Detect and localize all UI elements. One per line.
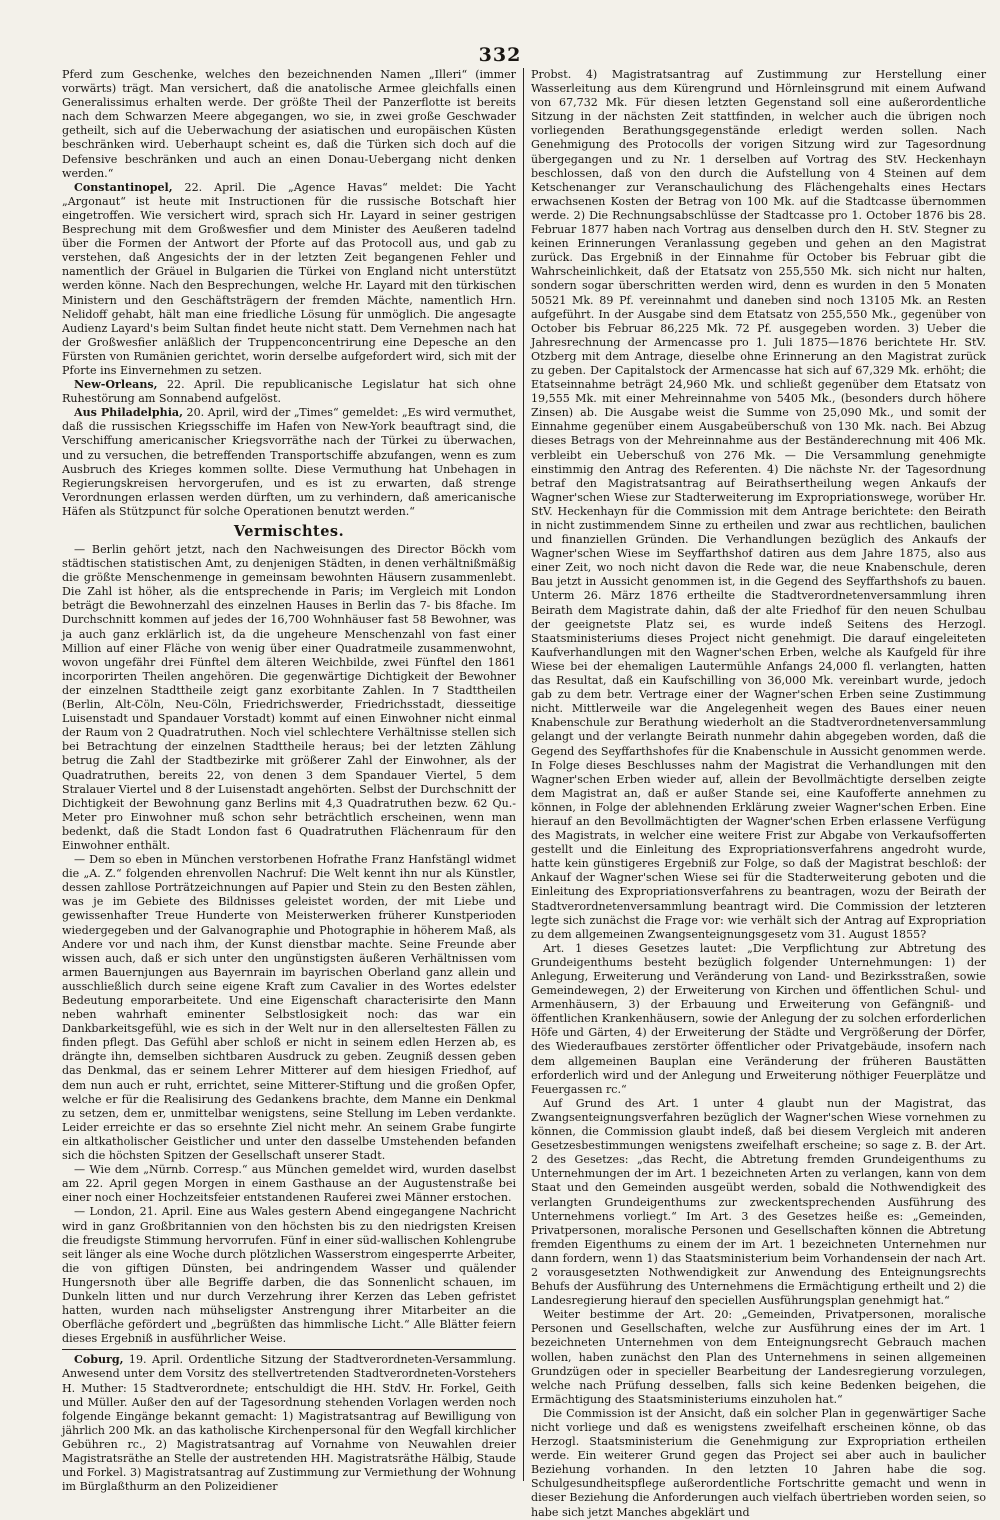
paragraph-magistrat-grounds: Auf Grund des Art. 1 unter 4 glaubt nun der Magistrat, das Zwangsenteignungsverfahren bezüglich der Wagner'schen Wiese vornehmen zu können, die Commission glaubt indeß, daß bei diesem Vergleich mit anderen Gesetzesbestimmungen wenigstens zweifelhaft erscheine; so sage z. B. der Art. 2 des Gesetzes: „das Recht, die Abtretung fremden Grundeigenthums zu Unternehmungen der im Art. 1 bezeichneten Arten zu verlangen, kann von dem Staat und den Gemeinden ausgeübt werden, sobald die Nothwendigkeit des verlangten Grundeigenthums zur zweckentsprechenden Ausführung des Unternehmens vorliegt.“ Im Art. 3 des Gesetzes heiße es: „Gemeinden, Privatpersonen, moralische Personen und Gesellschaften können die Abtretung fremden Eigenthums zu einem der im Art. 1 bezeichneten Unternehmen nur dann fordern, wenn 1) das Staatsministerium beim Vorhandensein der nach Art. 2 vorausgesetzten Nothwendigkeit zur Anwendung des Enteignungsrechts Behufs der Ausführung des Unternehmens die Ermächtigung ertheilt und 2) die Landesregierung hierauf den speciellen Ausführungsplan genehmigt hat.“ — [531, 1096, 986, 1308]
article-hanfstaengl: — Dem so eben in München verstorbenen Hofrathe Franz Hanfstängl widmet die „A. Z.“ folgenden ehrenvollen Nachruf: Die Welt kennt ihn nur als Künstler, dessen zahllose Porträtzeichnungen auf Papier und Stein zu den Besten zählen, was je im Gebiete des Bildnisses geleistet worden, der mit Liebe und gewissenhafter Treue Hunderte von Meisterwerken früherer Kunstperioden wiedergegeben und der Galvanographie und Photographie in höherem Maß, als Andere vor und nach ihm, der Kunst dienstbar machte. Seine Freunde aber wissen auch, daß er sich unter den ungünstigsten äußeren Verhältnissen vom armen Bauernjungen aus Bayernrain im bayrischen Oberland ganz allein und ausschließlich durch seine eigene Kraft zum Cavalier in des Wortes edelster Bedeutung emporarbeitete. Und eine Eigenschaft characterisirte den Mann neben wahrhaft eminenter Selbstlosigkeit noch: das war ein Dankbarkeitsgefühl, wie es sich in der Welt nur in den allerseltesten Fällen zu finden pflegt. Das Gefühl aber schloß er nicht in seinem edlen Herzen ab, es drängte ihn, demselben sichtbaren Ausdruck zu geben. Zeugniß dessen geben das Denkmal, das er seinem Lehrer Mitterer auf dem hiesigen Friedhof, auf dem nun auch er ruht, errichtet, seine Mitterer-Stiftung und die großen Opfer, welche er für die Realisirung des Gedankens brachte, dem Manne ein Denkmal zu setzen, dem er, unmittelbar wenigstens, seine Stellung im Leben verdankte. Leider erreichte er das so ersehnte Ziel nicht mehr. An seinem Grabe fungirte ein altkatholischer Geistlicher und unter den dasselbe Umstehenden befanden sich die höchsten Spitzen der Gesellschaft unserer Stadt. — [62, 853, 516, 1163]
article-constantinopel-text: 22. April. Die „Agence Havas“ meldet: Die Yacht „Argonaut“ ist heute mit Instructionen für die russische Botschaft hier eingetroffen. Wie versichert wird, sprach sich Hr. Layard in seiner gestrigen Besprechung mit dem Großwesfier und dem Minister des Aeußeren tadelnd über die Formen der Antwort der Pforte auf das Protocoll aus, und gab zu verstehen, daß Angesichts der in der letzten Zeit begangenen Fehler und namentlich der Gräuel in Bulgarien die Türkei von England nicht unterstützt werden könne. Nach den Besprechungen, welche Hr. Layard mit den türkischen Ministern und den Geschäftsträgern der fremden Mächte, namentlich Hrn. Nelidoff gehabt, hält man eine friedliche Lösung für unmöglich. Die angesagte Audienz Layard's beim Sultan findet heute nicht statt. Dem Vernehmen nach hat der Großwesfier anläßlich der Truppenconcentrirung eine Depesche an den Fürsten von Rumänien gerichtet, worin derselbe aufgefordert wird, sich mit der Pforte ins Einvernehmen zu setzen. — [62, 180, 516, 377]
article-london: — London, 21. April. Eine aus Wales gestern Abend eingegangene Nachricht wird in ganz Großbritannien von den höchsten bis zu den niedrigsten Kreisen die freudigste Stimmung hervorrufen. Fünf in einer süd-wallischen Kohlengrube seit länger als eine Woche durch plötzlichen Wasserstrom eingesperrte Arbeiter, die von giftigen Dünsten, bei andringendem Wasser und quälender Hungersnoth über alle Begriffe darben, die das Sonnenlicht schauen, im Dunkeln litten und nur durch Verzehrung ihrer Kerzen das Leben gefristet hatten, wurden nach mühseligster Anstrengung ihrer Mitarbeiter an die Oberfläche gefördert und „begrüßten das himmlische Licht.“ Alle Blätter feiern dieses Ergebniß in ausführlicher Weise. — [62, 1205, 516, 1346]
dateline-new-orleans: New-Orleans, — [74, 378, 158, 392]
article-turkey-continuation: Pferd zum Geschenke, welches den bezeichnenden Namen „Illeri“ (immer vorwärts) trägt. Man versichert, daß die anatolische Armee gleichfalls einen Generalissimus erhalten werde. Der größte Theil der Panzerflotte ist bereits nach dem Schwarzen Meere abgegangen, wo sie, in zwei große Geschwader getheilt, sich auf die Ueberwachung der asiatischen und europäischen Küsten beschränken wird. Ueberhaupt scheint es, daß die Türken sich doch auf die Defensive beschränken und auch an einen Donau-Uebergang nicht denken werden.“ — [62, 68, 516, 180]
section-heading-vermischtes: Vermischtes. — [233, 523, 345, 540]
paragraph-art-1: Art. 1 dieses Gesetzes lautet: „Die Verpflichtung zur Abtretung des Grundeigenthums besteht bezüglich folgender Unternehmungen: 1) der Anlegung, Erweiterung und Veränderung von Land- und Bezirksstraßen, sowie Gemeindewegen, 2) der Erweiterung von Kirchen und öffentlichen Schul- und Armenhäusern, 3) der Erbauung und Erweiterung von Gefängniß- und öffentlichen Krankenhäusern, sowie der Anlegung der zu solchen erforderlichen Höfe und Gärten, 4) der Erweiterung der Städte und Vergrößerung der Dörfer, des Wiederaufbaues zerstörter öffentlicher oder Privatgebäude, insofern nach dem allgemeinen Bauplan eine Veränderung der früheren Baustätten erforderlich wird und der Anlegung und Erweiterung nöthiger Feuerplätze und Feuergassen rc.“ — [531, 941, 986, 1096]
page-number: 332 — [478, 44, 522, 66]
article-muenchen: — Wie dem „Nürnb. Corresp.“ aus München gemeldet wird, wurden daselbst am 22. April gegen Morgen in einem Gasthause an der Augustenstraße bei einer noch einer Hochzeitsfeier entstandenen Rauferei zwei Männer erstochen. — [62, 1163, 516, 1205]
dateline-philadelphia: Aus Philadelphia, — [74, 406, 183, 420]
article-new-orleans-text: 22. April. Die republicanische Legislatur hat sich ohne Ruhestörung am Sonnabend aufgelöst. — [62, 378, 516, 406]
article-philadelphia — [62, 406, 516, 519]
section-divider — [62, 1349, 516, 1350]
article-coburg-text: 19. April. Ordentliche Sitzung der Stadtverordneten-Versammlung. Anwesend unter dem Vorsitz des stellvertretenden Stadtverordneten-Vorstehers H. Muther: 15 Stadtverordnete; entschuldigt die HH. StdV. Hr. Forkel, Geith und Müller. Außer den auf der Tagesordnung stehenden Vorlagen werden noch folgende Eingänge bekannt gemacht: 1) Magistratsantrag auf Bewilligung von jährlich 200 Mk. an das katholische Kirchenpersonal für den Wegfall kirchlicher Gebühren rc., 2) Magistratsantrag auf Vornahme von Neuwahlen dreier Magistratsräthe an Stelle der austretenden HH. Magistratsräthe Hälbig, Staude und Forkel. 3) Magistratsantrag auf Zustimmung zur Vermiethung der Wohnung im Bürglaßthurm an den Polizeidiener — [62, 1353, 516, 1494]
paragraph-commission-view: Die Commission ist der Ansicht, daß ein solcher Plan in gegenwärtiger Sache nicht vorliege und daß es wenigstens zweifelhaft erscheinen könne, ob das Herzogl. Staatsministerium die Genehmigung zur Expropriation ertheilen werde. Ein weiterer Grund gegen das Project sei aber auch in baulicher Beziehung vorhanden. In den letzten 10 Jahren habe die sog. Schulgesundheitspflege außerordentliche Fortschritte gemacht und wenn in dieser Beziehung die Anforderungen auch vielfach übertrieben worden seien, so habe sich jetzt Manches abgeklärt und — [531, 1406, 986, 1519]
article-coburg — [62, 1353, 516, 1494]
text-columns — [62, 68, 986, 1519]
left-column — [62, 68, 524, 1494]
article-coburg-continuation: Probst. 4) Magistratsantrag auf Zustimmung zur Herstellung einer Wasserleitung aus dem Kürengrund und Hörnleinsgrund mit einem Aufwand von 67,732 Mk. Für diesen letzten Gegenstand soll eine außerordentliche Sitzung in der nächsten Zeit stattfinden, in welcher auch die übrigen noch vorliegenden Berathungsgegenstände erledigt werden sollen. Nach Genehmigung des Protocolls der vorigen Sitzung wird zur Tagesordnung übergegangen und zu Nr. 1 derselben auf Vortrag des StV. Heckenhayn beschlossen, daß von den durch die Aufstellung von 4 Steinen auf dem Ketschenanger zur Veranschaulichung des Flächengehalts eines Hectars erwachsenen Kosten der Betrag von 100 Mk. auf die Stadtcasse übernommen werde. 2) Die Rechnungsabschlüsse der Stadtcasse pro 1. October 1876 bis 28. Februar 1877 haben nach Vortrag aus denselben durch den H. StV. Stegner zu keinen Erinnerungen Veranlassung gegeben und gehen an den Magistrat zurück. Das Ergebniß in der Einnahme für October bis Februar gibt die Wahrscheinlichkeit, daß der Etatsatz von 255,550 Mk. sich nicht nur halten, sondern sogar überschritten werden wird, denn es wurden in den 5 Monaten 50521 Mk. 89 Pf. vereinnahmt und daneben sind noch 13105 Mk. an Resten aufgeführt. In der Ausgabe sind dem Etatsatz von 255,550 Mk., gegenüber von October bis Februar 86,225 Mk. 72 Pf. ausgegeben worden. 3) Ueber die Jahresrechnung der Armencasse pro 1. Juli 1875—1876 berichtete Hr. StV. Otzberg mit dem Antrage, dieselbe ohne Erinnerung an den Magistrat zurück zu geben. Der Capitalstock der Armencasse hat sich auf 67,329 Mk. erhöht; die Etatseinnahme beträgt 24,960 Mk. und schließt gegenüber dem Etatsatz von 19,555 Mk. mit einer Mehreinnahme von 5405 Mk., (besonders durch höhere Zinsen) ab. Die Ausgabe weist die Summe von 25,090 Mk., und somit der Einnahme gegenüber einem Ausgabeüberschuß von 130 Mk. nach. Bei Abzug dieses Betrags von der Mehreinnahme aus der Beständerechnung mit 406 Mk. verbleibt ein Ueberschuß von 276 Mk. — Die Versammlung genehmigte einstimmig den Antrag des Referenten. 4) Die nächste Nr. der Tagesordnung betraf den Magistratsantrag auf Beirathsertheilung wegen Ankaufs der Wagner'schen Wiese zur Stadterweiterung im Expropriationswege, worüber Hr. StV. Heckenhayn für die Commission mit dem Antrage berichtete: den Beirath in nicht zustimmendem Sinne zu ertheilen und zwar aus rechtlichen, baulichen und finanziellen Gründen. Die Verhandlungen bezüglich des Ankaufs der Wagner'schen Wiese im Seyffarthshof datiren aus dem Jahre 1875, also aus einer Zeit, wo noch nicht davon die Rede war, die neue Knabenschule, deren Bau jetzt in Aussicht genommen ist, in die Gegend des Seyffarthshofs zu bauen. Unterm 26. März 1876 ertheilte die Stadtverordnetenversammlung ihren Beirath dem Magistrate dahin, daß der alte Friedhof für den neuen Schulbau der geeignetste Platz sei, es wurde indeß Seitens des Herzogl. Staatsministeriums dieses Project nicht genehmigt. Die darauf eingeleiteten Kaufverhandlungen mit den Wagner'schen Erben, welche als Kaufgeld für ihre Wiese bei der ehemaligen Lautermühle Anfangs 24,000 fl. verlangten, hatten das Resultat, daß ein Kaufschilling von 36,000 Mk. vereinbart wurde, jedoch gab zu dem betr. Vertrage einer der Wagner'schen Erben seine Zustimmung nicht. Mittlerweile war die Angelegenheit wegen des Baues einer neuen Knabenschule zur Berathung wiederholt an die Stadtverordnetenversammlung gelangt und der verlangte Beirath nunmehr dahin abgegeben worden, daß die Gegend des Seyffarthshofes für die Knabenschule in Aussicht genommen werde. In Folge dieses Beschlusses nahm der Magistrat die Verhandlungen mit den Wagner'schen Erben wieder auf, allein der Bevollmächtigte derselben zeigte dem Magistrat an, daß er außer Stande sei, eine Kaufofferte annehmen zu können, in Folge der ablehnenden Erklärung zweier Wagner'schen Erben. Eine hierauf an den Bevollmächtigten der Wagner'schen Erben erlassene Verfügung des Magistrats, in welcher eine weitere Frist zur Abgabe von Verkaufsofferten gestellt und die Einleitung des Expropriationsverfahrens angedroht wurde, hatte kein günstigeres Ergebniß zur Folge, so daß der Magistrat beschloß: der Ankauf der Wagner'schen Wiese sei für die Stadterweiterung geboten und die Einleitung des Expropriationsverfahrens zu beantragen, wozu der Beirath der Stadtverordnetenversammlung beantragt wird. Die Commission der letzteren legte sich zunächst die Frage vor: wie verhält sich der Antrag auf Expropriation zu dem allgemeinen Zwangsenteignungsgesetz vom 31. August 1855? — [531, 68, 986, 941]
article-philadelphia-text: 20. April, wird der „Times“ gemeldet: „Es wird vermuthet, daß die russischen Kriegsschiffe im Hafen von New-York beauftragt sind, die Verschiffung americanischer Kriegsvorräthe nach der Türkei zu überwachen, und zu versuchen, die betreffenden Transportschiffe abzufangen, wenn es zum Ausbruch des Krieges kommen sollte. Diese Vermuthung hat Unbehagen in Regierungskreisen hervorgerufen, und es ist zu erwarten, daß strenge Verordnungen erlassen werden dürften, um zu verhindern, daß americanische Häfen als Stützpunct für solche Operationen benutzt werden.“ — [62, 406, 516, 518]
paragraph-art-20: Weiter bestimme der Art. 20: „Gemeinden, Privatpersonen, moralische Personen und Gesellschaften, welche zur Ausführung eines der im Art. 1 bezeichneten Unternehmen von dem Enteignungsrecht Gebrauch machen wollen, haben zunächst den Plan des Unternehmens in seinen allgemeinen Grundzügen oder in specieller Bearbeitung der Landesregierung vorzulegen, welche nach Prüfung desselben, falls sich keine Bedenken beigehen, die Ermächtigung des Staatsministeriums einzuholen hat.“ — [531, 1308, 986, 1406]
article-constantinopel — [62, 181, 516, 378]
article-new-orleans — [62, 378, 516, 406]
dateline-constantinopel: Constantinopel, — [74, 180, 173, 194]
dateline-coburg: Coburg, — [74, 1353, 124, 1367]
article-berlin: — Berlin gehört jetzt, nach den Nachweisungen des Director Böckh vom städtischen statistischen Amt, zu denjenigen Städten, in denen verhältnißmäßig die größte Menschenmenge in gemeinsam bewohnten Häusern zusammenlebt. Die Zahl ist höher, als die entsprechende in Paris; im Vergleich mit London beträgt die Bewohnerzahl des einzelnen Hauses in Berlin das 7- bis 8fache. Im Durchschnitt kommen auf jedes der 16,700 Wohnhäuser fast 58 Bewohner, was ja auch ganz erklärlich ist, da die ungeheure Menschenzahl von fast einer Million auf einer Fläche von wenig über einer Quadratmeile zusammenwohnt, wovon ungefähr drei Fünftel dem älteren Weichbilde, zwei Fünftel den 1861 incorporirten Theilen angehören. Die gegenwärtige Dichtigkeit der Bewohner der einzelnen Stadttheile zeigt ganz exorbitante Zahlen. In 7 Stadttheilen (Berlin, Alt-Cöln, Neu-Cöln, Friedrichswerder, Friedrichsstadt, diesseitige Luisenstadt und Spandauer Vorstadt) kommt auf einen Einwohner nicht einmal der Raum von 2 Quadratruthen. Noch viel schlechtere Verhältnisse stellen sich bei Betrachtung der einzelnen Stadttheile heraus; bei der letzten Zählung betrug die Zahl der Stadtbezirke mit größerer Zahl der Einwohner, als der Quadratruthen, bereits 22, von denen 3 dem Spandauer Viertel, 5 dem Stralauer Viertel und 8 der Luisenstadt angehörten. Selbst der Durchschnitt der Dichtigkeit der Bewohnung ganz Berlins mit 4,3 Quadratruthen bezw. 62 Qu.-Meter pro Einwohner muß schon sehr beträchtlich erscheinen, wenn man bedenkt, daß die Stadt London fast 6 Quadratruthen Flächenraum für den Einwohner enthält. — [62, 543, 516, 852]
right-column — [524, 68, 986, 1519]
